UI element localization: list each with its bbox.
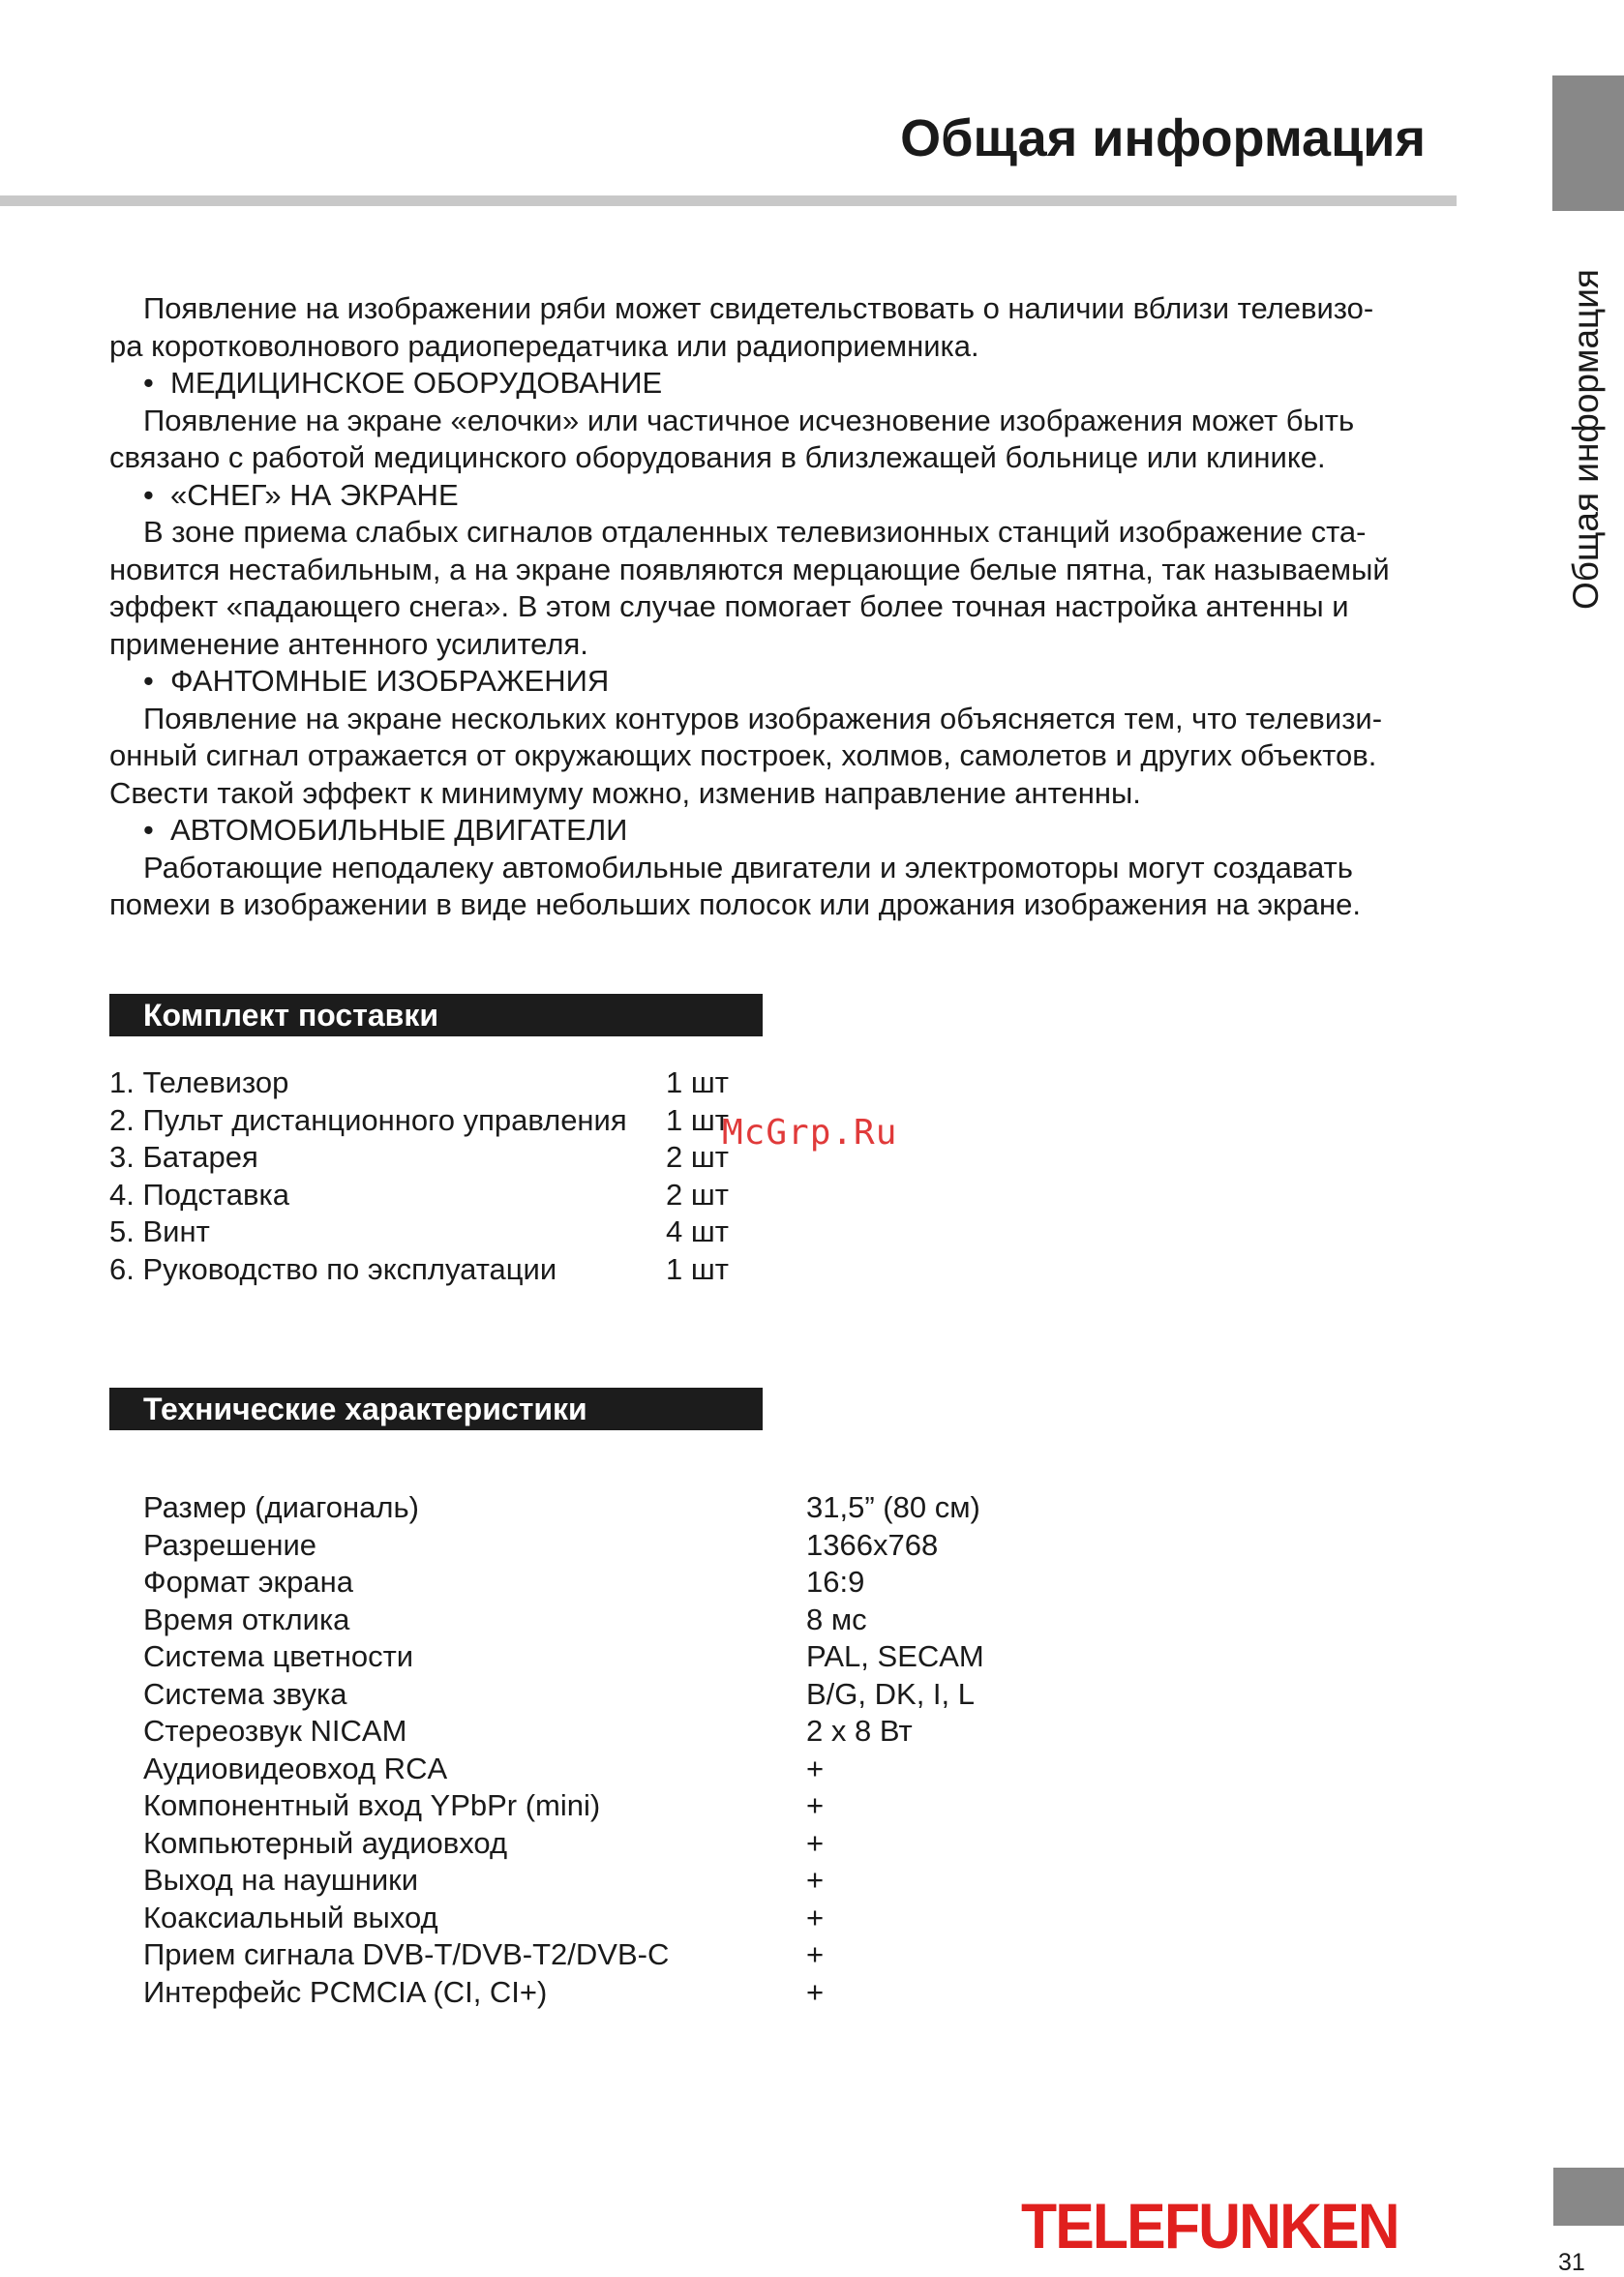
title-underline [0,195,1457,206]
page-title: Общая информация [900,109,1426,167]
bullet-icon: • [143,813,154,847]
specs-table [143,1489,984,2011]
table-row: Система звука B/G, DK, I, L [143,1676,975,1711]
bullet-icon: • [143,477,154,512]
table-row: 6. Руководство по эксплуатации 1 шт [109,1251,729,1286]
table-row: Формат экрана 16:9 [143,1565,865,1599]
table-row: Коаксиальный выход + [143,1900,825,1934]
paragraph-line: Работающие неподалеку автомобильные двигатели и электромоторы могут создавать [143,850,1353,884]
paragraph-line: эффект «падающего снега». В этом случае помогает более точная настройка антенны и [109,589,1349,623]
paragraph-line: Свести такой эффект к минимуму можно, изменив направление антенны. [109,775,1141,810]
table-row: Аудиовидеовход RCA + [143,1751,825,1785]
bullet-heading: • ФАНТОМНЫЕ ИЗОБРАЖЕНИЯ [109,663,1464,701]
table-row: Интерфейс PCMCIA (CI, CI+) + [143,1974,825,2009]
table-row: 3. Батарея 2 шт [109,1140,729,1174]
table-row: Система цветности PAL, SECAM [143,1639,984,1673]
kit-table [109,1064,729,1288]
table-row: Компонентный вход YPbPr (mini) + [143,1788,825,1822]
bullet-heading: • «СНЕГ» НА ЭКРАНЕ [109,477,1464,515]
paragraph-line: применение антенного усилителя. [109,626,588,661]
table-row: 2. Пульт дистанционного управления 1 шт [109,1102,729,1137]
section-tab-marker [1552,75,1624,211]
paragraph-line: связано с работой медицинского оборудования в близлежащей больнице или клинике. [109,440,1326,474]
table-row: 5. Винт 4 шт [109,1214,729,1248]
page-number: 31 [1558,2249,1585,2276]
table-row: Размер (диагональ) 31,5” (80 см) [143,1490,980,1524]
table-row: 4. Подставка 2 шт [109,1177,729,1212]
bullet-heading: • МЕДИЦИНСКОЕ ОБОРУДОВАНИЕ [109,365,1464,403]
page-tab-marker [1553,2168,1624,2226]
table-row: Выход на наушники + [143,1863,825,1897]
side-section-label: Общая информация [1566,269,1606,610]
table-row: Разрешение 1366x768 [143,1527,939,1562]
bullet-icon: • [143,664,154,698]
watermark-text: McGrp.Ru [722,1113,898,1153]
paragraph-line: Появление на изображении ряби может свидетельствовать о наличии вблизи телевизо- [143,291,1374,325]
bullet-heading: • АВТОМОБИЛЬНЫЕ ДВИГАТЕЛИ [109,812,1464,850]
specs-section-heading: Технические характеристики [109,1388,763,1430]
table-row: Время отклика 8 мс [143,1602,867,1636]
paragraph-line: Появление на экране нескольких контуров изображения объясняется тем, что телевизи- [143,701,1383,735]
table-row: Стереозвук NICAM 2 x 8 Вт [143,1714,913,1748]
paragraph-line: Появление на экране «елочки» или частичное исчезновение изображения может быть [143,403,1355,437]
kit-section-heading: Комплект поставки [109,994,763,1036]
table-row: Компьютерный аудиовход + [143,1825,825,1860]
paragraph-line: помехи в изображении в виде небольших полосок или дрожания изображения на экране. [109,887,1362,921]
table-row: Прием сигнала DVB-T/DVB-T2/DVB-C + [143,1937,825,1971]
bullet-icon: • [143,366,154,400]
paragraph-line: В зоне приема слабых сигналов отдаленных телевизионных станций изображение ста- [143,515,1367,549]
paragraph-line: онный сигнал отражается от окружающих построек, холмов, самолетов и других объектов. [109,738,1377,772]
paragraph-line: новится нестабильным, а на экране появляются мерцающие белые пятна, так называемый [109,552,1390,586]
table-row: 1. Телевизор 1 шт [109,1065,729,1099]
intro-text [109,290,1464,924]
paragraph-line: ра коротковолнового радиопередатчика или радиоприемника. [109,328,979,363]
telefunken-logo: TELEFUNKEN [1021,2190,1398,2262]
